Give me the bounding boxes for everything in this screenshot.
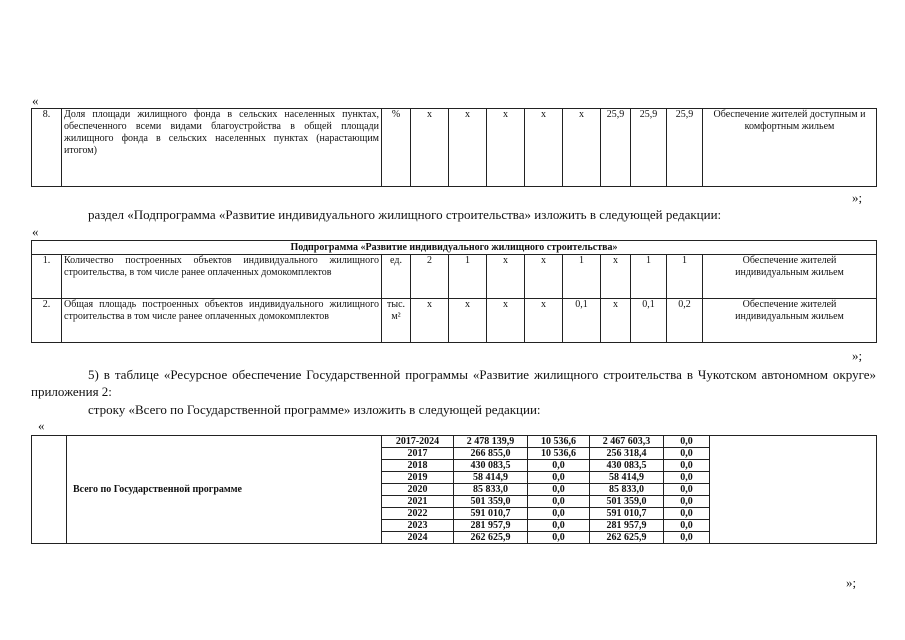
value-cell: х xyxy=(487,255,525,299)
federal-cell: 10 536,6 xyxy=(528,436,590,448)
value-cell: 2 xyxy=(411,255,449,299)
value-cell: 1 xyxy=(449,255,487,299)
regional-cell: 281 957,9 xyxy=(590,520,664,532)
value-cell: 1 xyxy=(631,255,667,299)
value-cell: 0,2 xyxy=(667,299,703,343)
value-cell: х xyxy=(449,299,487,343)
total-cell: 2 478 139,9 xyxy=(454,436,528,448)
indicator-name: Общая площадь построенных объектов индивидуального жилищного строительства в том числе ранее оплаченных домокомплектов xyxy=(62,299,382,343)
regional-cell: 430 083,5 xyxy=(590,460,664,472)
program-total-label: Всего по Государственной программе xyxy=(67,436,382,544)
unit-cell: % xyxy=(382,109,411,187)
total-cell: 266 855,0 xyxy=(454,448,528,460)
other-cell: 0,0 xyxy=(664,508,710,520)
federal-cell: 0,0 xyxy=(528,520,590,532)
other-cell: 0,0 xyxy=(664,460,710,472)
value-cell: 0,1 xyxy=(563,299,601,343)
table-row xyxy=(32,299,877,343)
unit-cell: ед. xyxy=(382,255,411,299)
federal-cell: 0,0 xyxy=(528,484,590,496)
indicator-table-2 xyxy=(31,240,877,343)
regional-cell: 256 318,4 xyxy=(590,448,664,460)
total-cell: 430 083,5 xyxy=(454,460,528,472)
period-cell: 2024 xyxy=(382,532,454,544)
period-cell: 2021 xyxy=(382,496,454,508)
value-cell: 25,9 xyxy=(631,109,667,187)
table-row xyxy=(32,255,877,299)
federal-cell: 10 536,6 xyxy=(528,448,590,460)
paragraph-row-edit: строку «Всего по Государственной программе» изложить в следующей редакции: xyxy=(88,402,541,417)
total-cell: 501 359,0 xyxy=(454,496,528,508)
result-cell: Обеспечение жителей индивидуальным жильем xyxy=(703,255,877,299)
paragraph-resource-table: 5) в таблице «Ресурсное обеспечение Государственной программы «Развитие жилищного строительства в Чукотском автономном округе» приложения 2: xyxy=(31,367,876,399)
value-cell: 1 xyxy=(667,255,703,299)
value-cell: х xyxy=(487,299,525,343)
regional-cell: 591 010,7 xyxy=(590,508,664,520)
period-cell: 2022 xyxy=(382,508,454,520)
regional-cell: 262 625,9 xyxy=(590,532,664,544)
value-cell: х xyxy=(411,109,449,187)
total-cell: 262 625,9 xyxy=(454,532,528,544)
regional-cell: 58 414,9 xyxy=(590,472,664,484)
total-cell: 281 957,9 xyxy=(454,520,528,532)
federal-cell: 0,0 xyxy=(528,472,590,484)
other-cell: 0,0 xyxy=(664,436,710,448)
total-cell: 85 833,0 xyxy=(454,484,528,496)
period-cell: 2023 xyxy=(382,520,454,532)
federal-cell: 0,0 xyxy=(528,508,590,520)
unit-cell: тыс. м² xyxy=(382,299,411,343)
period-cell: 2018 xyxy=(382,460,454,472)
closing-mark-1: »; xyxy=(852,190,863,205)
other-cell: 0,0 xyxy=(664,472,710,484)
table-row xyxy=(32,109,877,187)
other-cell: 0,0 xyxy=(664,532,710,544)
regional-cell: 2 467 603,3 xyxy=(590,436,664,448)
table-row xyxy=(32,436,877,448)
row-number: 8. xyxy=(32,109,62,187)
other-cell: 0,0 xyxy=(664,520,710,532)
value-cell: х xyxy=(411,299,449,343)
value-cell: х xyxy=(525,299,563,343)
paragraph-section-edit: раздел «Подпрограмма «Развитие индивидуального жилищного строительства» изложить в следующей редакции: xyxy=(88,207,722,222)
other-cell: 0,0 xyxy=(664,484,710,496)
other-cell: 0,0 xyxy=(664,448,710,460)
regional-cell: 501 359,0 xyxy=(590,496,664,508)
opening-quote-3: « xyxy=(38,418,45,433)
closing-mark-2: »; xyxy=(852,348,863,363)
opening-quote-1: « xyxy=(32,93,39,108)
value-cell: х xyxy=(487,109,525,187)
value-cell: 25,9 xyxy=(667,109,703,187)
subprogram-header: Подпрограмма «Развитие индивидуального жилищного строительства» xyxy=(32,241,877,255)
row-number: 2. xyxy=(32,299,62,343)
value-cell: 25,9 xyxy=(601,109,631,187)
period-cell: 2019 xyxy=(382,472,454,484)
resource-table xyxy=(31,435,877,544)
value-cell: х xyxy=(563,109,601,187)
period-cell: 2017 xyxy=(382,448,454,460)
value-cell: х xyxy=(525,109,563,187)
indicator-name: Количество построенных объектов индивидуального жилищного строительства, в том числе ранее оплаченных домокомплектов xyxy=(62,255,382,299)
federal-cell: 0,0 xyxy=(528,496,590,508)
opening-quote-2: « xyxy=(32,224,39,239)
indicator-table-1 xyxy=(31,108,877,187)
period-cell: 2017-2024 xyxy=(382,436,454,448)
subprogram-header-row xyxy=(32,241,877,255)
period-cell: 2020 xyxy=(382,484,454,496)
total-cell: 58 414,9 xyxy=(454,472,528,484)
blank-number-cell xyxy=(32,436,67,544)
other-cell: 0,0 xyxy=(664,496,710,508)
closing-mark-3: »; xyxy=(846,575,857,590)
federal-cell: 0,0 xyxy=(528,460,590,472)
value-cell: 0,1 xyxy=(631,299,667,343)
result-cell: Обеспечение жителей доступным и комфортным жильем xyxy=(703,109,877,187)
federal-cell: 0,0 xyxy=(528,532,590,544)
result-cell: Обеспечение жителей индивидуальным жильем xyxy=(703,299,877,343)
regional-cell: 85 833,0 xyxy=(590,484,664,496)
row-number: 1. xyxy=(32,255,62,299)
blank-notes-cell xyxy=(710,436,877,544)
total-cell: 591 010,7 xyxy=(454,508,528,520)
value-cell: х xyxy=(449,109,487,187)
value-cell: 1 xyxy=(563,255,601,299)
value-cell: х xyxy=(601,255,631,299)
value-cell: х xyxy=(601,299,631,343)
value-cell: х xyxy=(525,255,563,299)
indicator-name: Доля площади жилищного фонда в сельских населенных пунктах, обеспеченного всеми видами благоустройства в общей площади жилищного фонда в сельских населенных пунктах (нарастающим итогом) xyxy=(62,109,382,187)
